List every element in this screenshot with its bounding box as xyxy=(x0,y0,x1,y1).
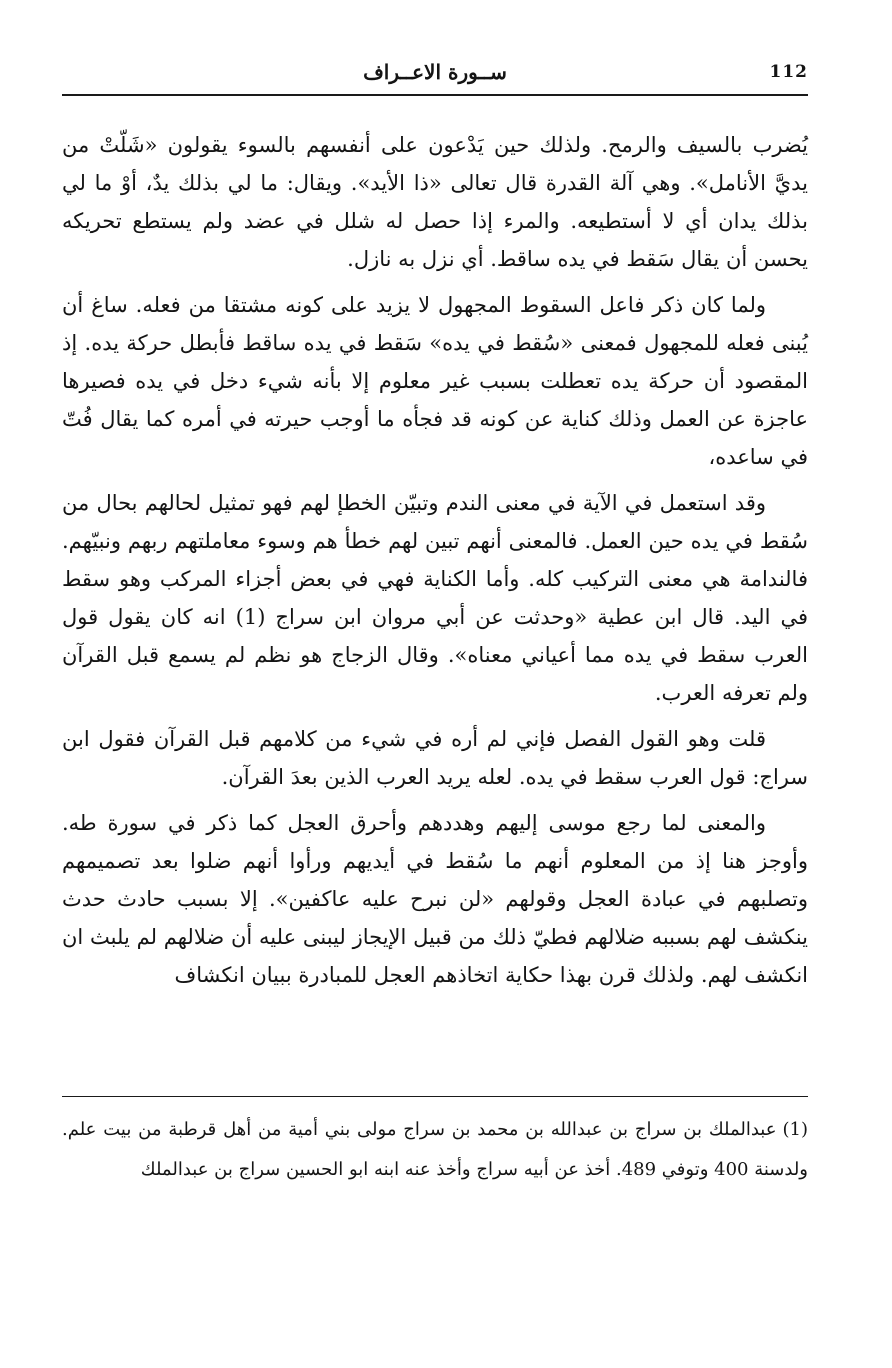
page-number: 112 xyxy=(769,62,808,82)
footnote xyxy=(62,1110,808,1190)
footnotes xyxy=(62,1110,808,1190)
running-title: ســورة الاعــراف xyxy=(363,60,507,84)
body-text xyxy=(62,126,808,1002)
footnote-marker: (1) xyxy=(782,1119,808,1140)
footnote-divider xyxy=(62,1096,808,1097)
page-header xyxy=(62,58,808,96)
paragraph: وقد استعمل في الآية في معنى الندم وتبيّن الخطإ لهم فهو تمثيل لحالهم بحال من سُقط في يده حين العمل. فالمعنى أنهم تبين لهم خطأ هم وسوء معاملتهم ربهم ونبيّهم. فالندامة هي معنى التركيب كله. وأما الكناية فهي في بعض أجزاء المركب وهو سقط في اليد. قال ابن عطية «وحدثت عن أبي مروان ابن سراج (1) انه كان يقول قول العرب سقط في يده مما أعياني معناه». وقال الزجاج هو نظم لم يسمع قبل القرآن ولم تعرفه العرب. xyxy=(62,491,808,705)
paragraph: قلت وهو القول الفصل فإني لم أره في شيء من كلامهم قبل القرآن فقول ابن سراج: قول العرب سقط في يده. لعله يريد العرب الذين بعدَ القرآن. xyxy=(62,727,808,789)
paragraph: يُضرب بالسيف والرمح. ولذلك حين يَدْعون على أنفسهم بالسوء يقولون «شَلّتْ من يديَّ الأنامل». وهي آلة القدرة قال تعالى «ذا الأيد». ويقال: ما لي بذلك يدٌ، أوْ ما لي بذلك يدان أي لا أستطيعه. والمرء إذا حصل له شلل في عضد ولم يستطع تحريكه يحسن أن يقال سَقط في يده ساقط. أي نزل به نازل. xyxy=(62,133,808,271)
footnote-text: عبدالملك بن سراج بن عبدالله بن محمد بن سراج مولى بني أمية من أهل قرطبة من بيت علم. ولدسنة 400 وتوفي 489. أخذ عن أبيه سراج وأخذ عنه ابنه ابو الحسين سراج بن عبدالملك xyxy=(62,1119,808,1180)
paragraph: ولما كان ذكر فاعل السقوط المجهول لا يزيد على كونه مشتقا من فعله. ساغ أن يُبنى فعله للمجهول فمعنى «سُقط في يده» سَقط في يده ساقط فأبطل حركة يده. إذ المقصود أن حركة يده تعطلت بسبب غير معلوم إلا بأنه شيء دخل في يده فصيرها عاجزة عن العمل وذلك كناية عن كونه قد فجأه ما أوجب حيرته في أمره كما يقال فُتّ في ساعده، xyxy=(62,293,808,469)
paragraph: والمعنى لما رجع موسى إليهم وهددهم وأحرق العجل كما ذكر في سورة طه. وأوجز هنا إذ من المعلوم أنهم ما سُقط في أيديهم ورأوا أنهم ضلوا بعد تصميمهم وتصلبهم في عبادة العجل وقولهم «لن نبرح عليه عاكفين». إلا بسبب حادث حدث ينكشف لهم بسببه ضلالهم فطيّ ذلك من قبيل الإيجاز ليبنى عليه أن ضلالهم لم يلبث ان انكشف لهم. ولذلك قرن بهذا حكاية اتخاذهم العجل للمبادرة ببيان انكشاف xyxy=(62,811,808,987)
